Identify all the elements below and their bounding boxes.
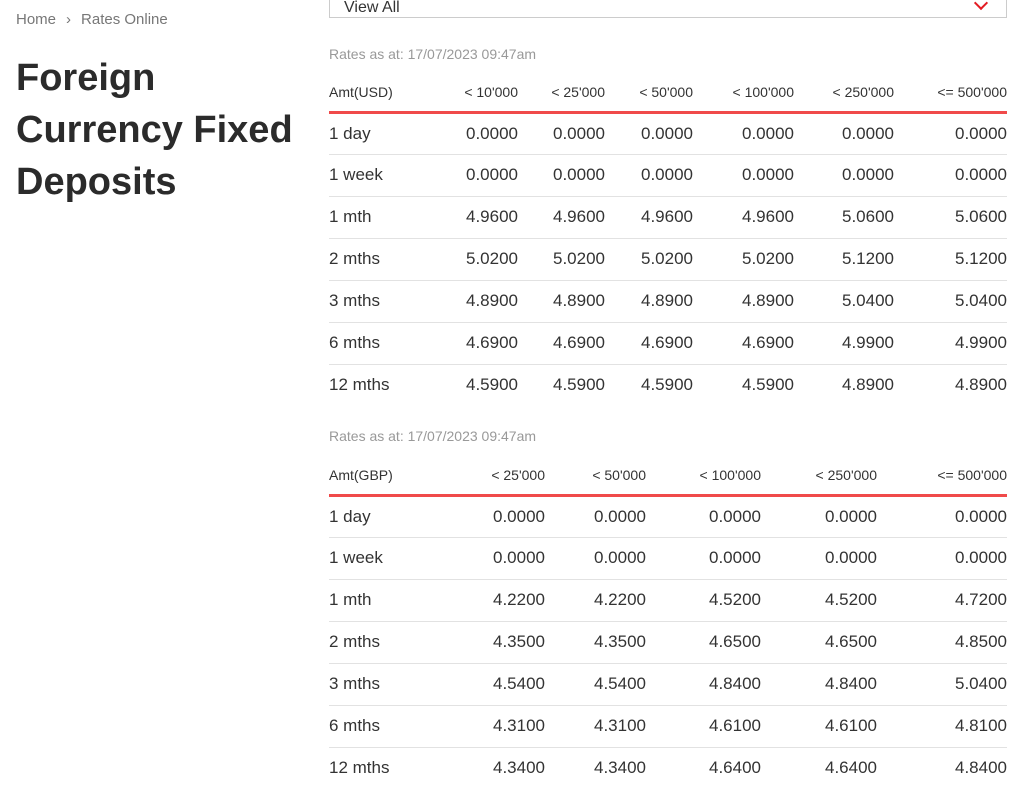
term-label: 6 mths xyxy=(329,322,429,364)
rate-cell: 5.0400 xyxy=(894,280,1007,322)
table-row xyxy=(329,579,1007,621)
rate-cell: 4.3500 xyxy=(429,621,545,663)
page-title: Foreign Currency Fixed Deposits xyxy=(16,57,293,203)
column-header: <= 500'000 xyxy=(894,73,1007,112)
term-label: 1 week xyxy=(329,154,429,196)
rate-cell: 4.5400 xyxy=(429,663,545,705)
column-header: < 100'000 xyxy=(693,73,794,112)
rate-cell: 4.5900 xyxy=(553,375,605,395)
table-header-row xyxy=(329,456,1007,495)
rate-cell: 4.5900 xyxy=(742,375,794,395)
rate-cell: 4.6400 xyxy=(825,758,877,778)
table-row xyxy=(329,196,1007,238)
dropdown-selected: View All xyxy=(344,0,400,16)
rate-cell: 4.5200 xyxy=(761,579,877,621)
rate-cell: 4.6900 xyxy=(605,322,693,364)
rate-cell: 4.8500 xyxy=(877,621,1007,663)
rate-cell: 4.8900 xyxy=(518,280,605,322)
rate-cell: 4.8900 xyxy=(955,375,1007,395)
rate-cell: 5.0200 xyxy=(518,238,605,280)
term-label: 3 mths xyxy=(329,280,429,322)
rate-cell: 4.3400 xyxy=(493,758,545,778)
rate-cell: 0.0000 xyxy=(605,154,693,196)
rate-cell: 4.8400 xyxy=(761,663,877,705)
rate-cell: 5.0600 xyxy=(894,196,1007,238)
rate-cell: 4.8400 xyxy=(646,663,761,705)
chevron-down-icon xyxy=(974,0,988,10)
rate-cell: 4.8900 xyxy=(429,280,518,322)
rate-cell: 0.0000 xyxy=(429,154,518,196)
rate-cell: 4.2200 xyxy=(429,579,545,621)
term-label: 1 mth xyxy=(329,579,429,621)
rate-cell: 5.0200 xyxy=(693,238,794,280)
rate-cell: 4.5900 xyxy=(466,375,518,395)
rate-cell: 4.3400 xyxy=(594,758,646,778)
rate-cell: 4.5200 xyxy=(646,579,761,621)
rate-cell: 4.8900 xyxy=(693,280,794,322)
rate-cell: 4.8100 xyxy=(877,705,1007,747)
rate-cell: 0.0000 xyxy=(429,495,545,537)
table-row xyxy=(329,621,1007,663)
table-row xyxy=(329,154,1007,196)
rate-cell: 4.6900 xyxy=(518,322,605,364)
rate-cell: 4.9900 xyxy=(894,322,1007,364)
rate-cell: 5.0400 xyxy=(877,663,1007,705)
table-row xyxy=(329,364,1007,406)
rate-cell: 4.8900 xyxy=(842,375,894,395)
breadcrumb-current: Rates Online xyxy=(81,11,168,28)
gbp-rates-table xyxy=(329,456,1007,789)
chevron-right-icon: › xyxy=(66,11,72,28)
currency-filter-dropdown[interactable] xyxy=(329,0,1007,18)
column-header: < 250'000 xyxy=(794,73,894,112)
rate-cell: 5.0600 xyxy=(794,196,894,238)
table-row xyxy=(329,495,1007,537)
rate-cell: 4.5900 xyxy=(641,375,693,395)
breadcrumb xyxy=(16,11,168,28)
term-label: 6 mths xyxy=(329,705,429,747)
column-header: < 25'000 xyxy=(518,73,605,112)
rate-cell: 0.0000 xyxy=(877,537,1007,579)
rates-as-at: Rates as at: 17/07/2023 09:47am xyxy=(329,428,537,444)
rate-cell: 0.0000 xyxy=(518,154,605,196)
rate-cell: 4.8400 xyxy=(955,758,1007,778)
rate-cell: 4.8900 xyxy=(605,280,693,322)
column-header: < 50'000 xyxy=(605,73,693,112)
column-header: Amt(USD) xyxy=(329,73,429,112)
rate-cell: 0.0000 xyxy=(646,537,761,579)
term-label: 1 mth xyxy=(329,196,429,238)
column-header: <= 500'000 xyxy=(877,456,1007,495)
term-label: 12 mths xyxy=(329,758,390,778)
column-header: < 100'000 xyxy=(646,456,761,495)
column-header: < 50'000 xyxy=(545,456,646,495)
table-header-row xyxy=(329,73,1007,112)
rate-cell: 5.0200 xyxy=(429,238,518,280)
rate-cell: 4.6500 xyxy=(646,621,761,663)
table-row xyxy=(329,238,1007,280)
rate-cell: 0.0000 xyxy=(794,154,894,196)
table-row xyxy=(329,747,1007,789)
rate-cell: 4.9600 xyxy=(693,196,794,238)
rate-cell: 0.0000 xyxy=(761,495,877,537)
term-label: 1 day xyxy=(329,495,429,537)
rate-cell: 0.0000 xyxy=(877,495,1007,537)
table-row xyxy=(329,705,1007,747)
rate-cell: 0.0000 xyxy=(693,154,794,196)
table-row xyxy=(329,537,1007,579)
term-label: 2 mths xyxy=(329,621,429,663)
rate-cell: 4.9900 xyxy=(794,322,894,364)
rate-cell: 4.3100 xyxy=(545,705,646,747)
rate-cell: 4.3500 xyxy=(545,621,646,663)
rate-cell: 0.0000 xyxy=(545,537,646,579)
column-header: Amt(GBP) xyxy=(329,456,429,495)
term-label: 2 mths xyxy=(329,238,429,280)
rate-cell: 0.0000 xyxy=(429,112,518,154)
table-row xyxy=(329,322,1007,364)
rate-cell: 0.0000 xyxy=(693,112,794,154)
term-label: 12 mths xyxy=(329,375,390,395)
table-row xyxy=(329,280,1007,322)
rate-cell: 0.0000 xyxy=(794,112,894,154)
table-row xyxy=(329,663,1007,705)
rate-cell: 4.7200 xyxy=(877,579,1007,621)
rate-cell: 5.0400 xyxy=(794,280,894,322)
column-header: < 250'000 xyxy=(761,456,877,495)
rate-cell: 4.5400 xyxy=(545,663,646,705)
column-header: < 10'000 xyxy=(429,73,518,112)
rate-cell: 4.6500 xyxy=(761,621,877,663)
rate-cell: 4.3100 xyxy=(429,705,545,747)
rate-cell: 4.9600 xyxy=(518,196,605,238)
rate-cell: 4.9600 xyxy=(429,196,518,238)
breadcrumb-home[interactable]: Home xyxy=(16,11,57,28)
rate-cell: 4.6100 xyxy=(761,705,877,747)
rate-cell: 0.0000 xyxy=(646,495,761,537)
rate-cell: 0.0000 xyxy=(894,112,1007,154)
rate-cell: 4.6900 xyxy=(429,322,518,364)
rate-cell: 0.0000 xyxy=(894,154,1007,196)
rate-cell: 4.6400 xyxy=(709,758,761,778)
rate-cell: 0.0000 xyxy=(518,112,605,154)
rate-cell: 4.9600 xyxy=(605,196,693,238)
rate-cell: 4.6900 xyxy=(693,322,794,364)
column-header: < 25'000 xyxy=(429,456,545,495)
term-label: 1 day xyxy=(329,112,429,154)
rate-cell: 5.1200 xyxy=(794,238,894,280)
term-label: 1 week xyxy=(329,537,429,579)
rates-as-at: Rates as at: 17/07/2023 09:47am xyxy=(329,46,537,62)
rate-cell: 0.0000 xyxy=(605,112,693,154)
usd-rates-table xyxy=(329,73,1007,406)
term-label: 3 mths xyxy=(329,663,429,705)
rate-cell: 0.0000 xyxy=(545,495,646,537)
table-row xyxy=(329,112,1007,154)
rate-cell: 0.0000 xyxy=(429,537,545,579)
rate-cell: 4.2200 xyxy=(545,579,646,621)
rate-cell: 4.6100 xyxy=(646,705,761,747)
rate-cell: 0.0000 xyxy=(761,537,877,579)
rate-cell: 5.1200 xyxy=(894,238,1007,280)
rate-cell: 5.0200 xyxy=(605,238,693,280)
